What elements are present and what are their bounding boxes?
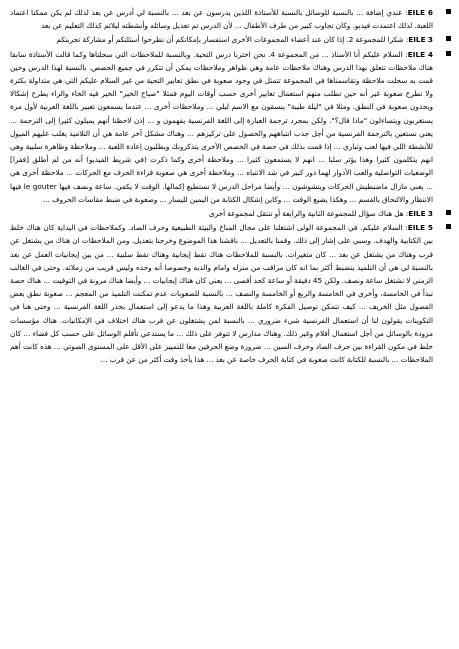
transcript-entry bbox=[10, 6, 451, 32]
bullet-icon bbox=[446, 210, 451, 215]
entry-paragraph bbox=[10, 48, 433, 206]
entry-text: : السلام عليكم. في المجموعة الولى اشتغلنا على مجال المناخ والبيئة الطبيعية وحرف الصاد. وكملاحظات في البداية كان هناك خلط بين الكتابية والهدف. وسبي على إشار إلى ذلك. وقمنا بالتعديل ... ناقشنا هذا الموضوع وخرجنا بتعديل. ومن الملاحظات ان هناك من يشتغل عن قرب وهناك من يشتغل عن بعد ... كان متغيرات. بالنسبة للملاحظات هناك نقط إيجابية وهناك نقط سلبية ... من بين إيجابيات العمل عن بعد بالنسبة لي هي أن التلميذ ينضبط أكثر بما انه كان مراقب من منزله وامام والديه وخصوصا أنه وحده وليس قريب من زملائه. وحتى في الغالب الزمني لا نشتغل ساعة ونصف. ولكن 45 دقيقة أو ساعة كحد أقصى ... يعني كان هناك إيجابيات ... وأيضا هناك مرونة في التوقيت ... هناك حصة تبدأ في الخامسة، وأخرى في الخامسة والربع أو الخامسة والنصف ... بالنسبة للصعوبات عدم تمكنت التلميذ من المعجم ... صعوبة نطق بعض الفصول مثل الخريف ... كيف نتمكن توصيل الفكرة كاملة باللغة العربية وهذا ما يدعو إلى استعمال بحذر اللغة الفرنسية ... وحتى هنا في التكوينات يقولون لنا أن استعمال الفرنسية شيء ضروري ... بالنسبة لمن يشتغلون عن قرب هناك اختلاف في الإمكانيات. هناك مؤسسات مزودة بالوسائل من أجل استعمال أفلام وغير ذلك. وهناك مدارس لا تتوفر على ذلك ... ما يستدعي تأقلم الوسائل على حسب كل فضاء ... كان خلط في مكون القراءة بين حرف الصاد وحرف السين ... ضرورة وضع الحرفين معا للتمييز على الأقل على المستوى الصوتي ... هذه كانت أهم الملاحظات ... بالنسبة للكتابة كانت صعوبة في كتابة الحرف خاصة عن بعد ... هذا يأخذ وقت أكثر من عن قرب ... bbox=[10, 223, 433, 365]
bullet-icon bbox=[446, 224, 451, 229]
entry-paragraph bbox=[10, 6, 433, 32]
speaker-label: EILE 6 bbox=[407, 8, 433, 17]
bullet-icon bbox=[446, 36, 451, 41]
entry-text: : السلام عليكم أنا الأستاذ ... من المجموعة 4. نحن اخترنا درس التحية. وبالنسبة للملاحظات التي سجلناها وكما قالت الأستاذة سابقا هناك ملاحظات تتعلق بهذا الدرس وهناك ملاحظات عامة وهي ظواهر وملاحظات يمكن أن تتكرر في جميع الحصص. بالنسبة لهذا الدرس وحين قمت به سجلت ملاحظة وتقاسمناها في المجموعة تتمثل في وجود صعوبة في نطق تعابير التحية من غير السلام عليكم التي هي متداولة بكثرة ولا تطرح صعوبة غير أنه حين تطلب منهم استعمال تعابير أخرى حسب أوقات اليوم فمثلا "صباح الخير" الخير فيه الخاء والراء يطرح إشكالا ويجدون صعوبة في النطق. ومثلا في "ليلة طيبة" ينسقون مع الاسم ليلي ... وملاحظات أخرى ... عندما يسمعون تعبير باللغة العربية لأول مرة يستغربون ويتساءلون "ماذا قال؟". ولكن بمجرد ترجمة العبارة إلى اللغة الفرنسية يفهمون و ... إذن لاحظنا أنهم يميلون كثيرا إلى الترجمة ... يعني نستعين بالترجمة الفرنسية من أجل جذب انتباههم والحصول على تركيزهم ... وهناك مشكل آخر عامة هي أن التلاميذ يغلب عليهم الميول للأنشطة اللي فيها لعب وتباري ... إذا قمت بذلك في حصة في الحصص الأخرى يتذكرونك ويطلبون إعادة اللعبة ... وملاحظة وظاهرة سلبية وهي انهم يتكلمون كثيرا وهذا يؤثر سلبا ... انهم لا يستمعون كثيرا ... وملاحظة أخرى وكما ذكرت (في شريط الفيديو) أنه من لم أطلق [فقرا] الوضعيات التواصلية والعب الأدوار لهما دور كبير في شد الانتباه ... وملاحظة أخرى هي صعوبة قراءة الحرف مع الحركات ... ملاحظة أخرى هي ... يعني مازال ماضبطيش الحركات ويتشوشون ... وأيضا مراحل الدرس لا نستطيع إكمالها. الوقت لا يكفي. ساعة ونصف فيها le gouter فيها الانتظار والالتحاق بالقسم ... وهكذا يضيع الوقت ... وكاين إشكال الكتابة من اليمين لليسار ... وصعوبة في ضبط مقاسات الحروف ... bbox=[10, 49, 433, 204]
entry-text: : شكرا للمجموعة 2. إذا كان عند أعضاء المجموعات الأخرى استفسار بإمكانكم أن تطرحوا أسئلتكم أو مشاركة تجربتكم bbox=[56, 35, 409, 45]
transcript-entry bbox=[10, 33, 451, 46]
bullet-icon bbox=[446, 9, 451, 14]
speaker-label: EILE 4 bbox=[407, 49, 433, 59]
bullet-icon bbox=[446, 51, 451, 56]
speaker-label: EILE 5 bbox=[407, 223, 433, 233]
entry-paragraph bbox=[10, 221, 433, 366]
transcript-entry bbox=[10, 48, 451, 206]
transcript-entry bbox=[10, 207, 451, 220]
speaker-label: EILE 3 bbox=[408, 35, 433, 45]
entry-paragraph bbox=[10, 33, 433, 46]
transcript-entry bbox=[10, 221, 451, 366]
entry-text: : هل هناك سؤال للمجموعة الثانية والرابعة أو تنتقل لمجموعة أخرى bbox=[208, 209, 409, 219]
entry-paragraph bbox=[10, 207, 433, 220]
entry-text: : عندي إضافة ... بالنسبة للوسائل بالنسبة للأستاذة اللذين يدرسون عن بعد ... بالنسبة لي أدرس عن بعد لذلك لم يكن ممكنا اعتماد اللعبة. لذلك اعتمدت فيديو. وكان تجاوب كبير من طرف الأطفال ... لأن الدرس تم تعديل وسائله وأنشطته ليلائم كذلك التعليم عن بعد bbox=[10, 8, 433, 31]
speaker-label: EILE 3 bbox=[408, 209, 433, 219]
